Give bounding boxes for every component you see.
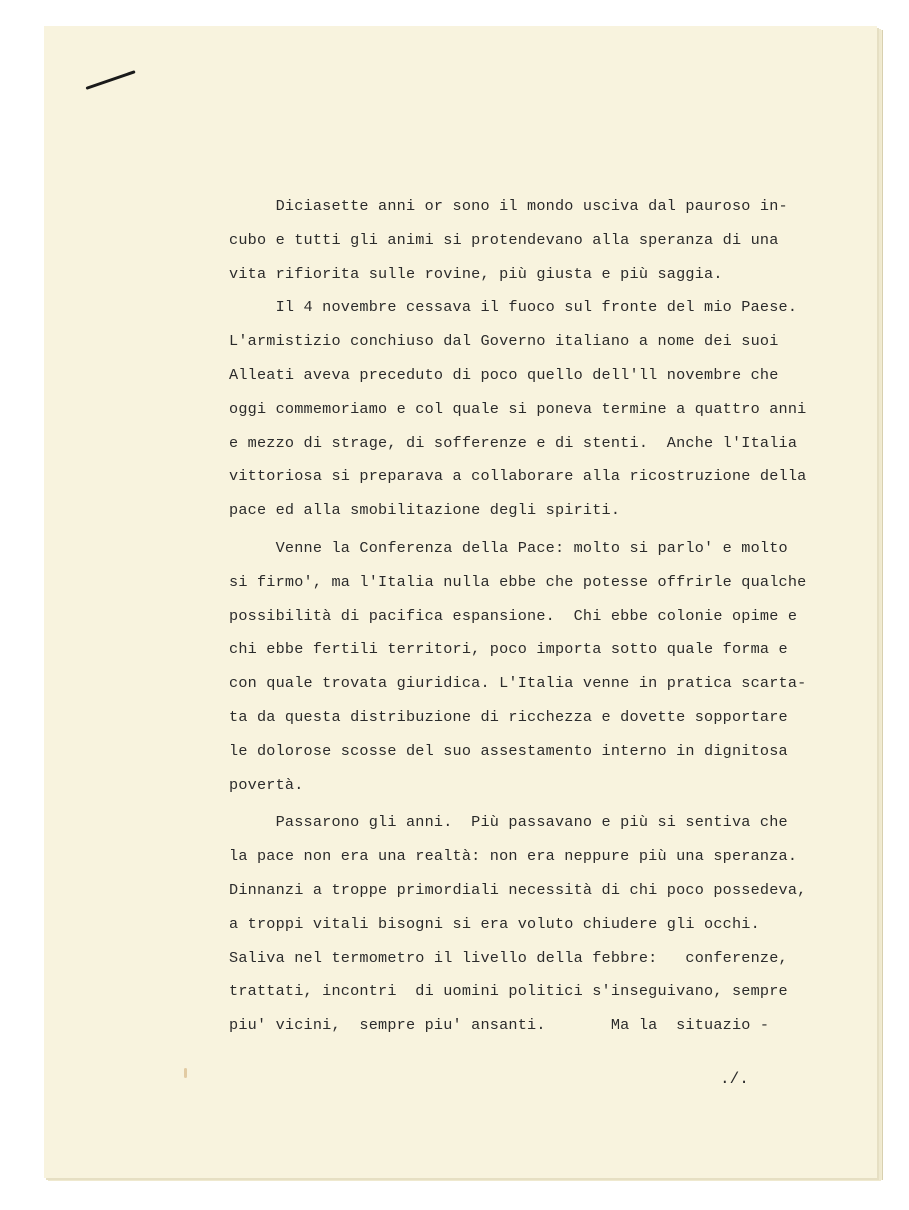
text-line: trattati, incontri di uomini politici s'inseguivano, sempre xyxy=(229,982,788,1001)
text-line: Saliva nel termometro il livello della febbre: conferenze, xyxy=(229,948,788,967)
text-line: Diciasette anni or sono il mondo usciva dal pauroso in- xyxy=(229,197,788,215)
text-line: e mezzo di strage, di sofferenze e di stenti. Anche l'Italia xyxy=(229,433,798,452)
text-line: le dolorose scosse del suo assestamento interno in dignitosa xyxy=(229,741,788,760)
text-line: vittoriosa si preparava a collaborare alla ricostruzione della xyxy=(229,467,807,486)
text-line: povertà. xyxy=(229,775,304,794)
paragraph-4 xyxy=(229,806,869,1043)
text-line: ta da questa distribuzione di ricchezza e dovette sopportare xyxy=(229,707,788,726)
continuation-mark: ./. xyxy=(720,1070,749,1088)
paragraph-1 xyxy=(229,190,869,291)
text-line: vita rifiorita sulle rovine, più giusta e più saggia. xyxy=(229,264,723,283)
text-line: con quale trovata giuridica. L'Italia venne in pratica scarta- xyxy=(229,674,807,693)
text-line: chi ebbe fertili territori, poco importa sotto quale forma e xyxy=(229,640,788,659)
text-line: si firmo', ma l'Italia nulla ebbe che potesse offrirle qualche xyxy=(229,572,807,591)
text-line: Dinnanzi a troppe primordiali necessità di chi poco possedeva, xyxy=(229,880,807,899)
paragraph-3 xyxy=(229,532,869,802)
text-line: Alleati aveva preceduto di poco quello dell'll novembre che xyxy=(229,365,779,384)
text-line: piu' vicini, sempre piu' ansanti. Ma la situazio - xyxy=(229,1016,770,1035)
text-line: Il 4 novembre cessava il fuoco sul fronte del mio Paese. xyxy=(229,298,798,317)
text-line: la pace non era una realtà: non era neppure più una speranza. xyxy=(229,847,798,866)
text-line: oggi commemoriamo e col quale si poneva termine a quattro anni xyxy=(229,399,807,418)
text-line: Passarono gli anni. Più passavano e più si sentiva che xyxy=(229,813,788,832)
text-line: L'armistizio conchiuso dal Governo italiano a nome dei suoi xyxy=(229,332,779,351)
typewritten-text xyxy=(229,190,869,1043)
text-line: cubo e tutti gli animi si protendevano alla speranza di una xyxy=(229,230,779,249)
text-line: pace ed alla smobilitazione degli spiriti. xyxy=(229,501,621,520)
text-line: possibilità di pacifica espansione. Chi ebbe colonie opime e xyxy=(229,606,798,625)
text-line: a troppi vitali bisogni si era voluto chiudere gli occhi. xyxy=(229,914,760,933)
text-line: Venne la Conferenza della Pace: molto si parlo' e molto xyxy=(229,538,788,557)
paper-stain xyxy=(184,1068,187,1078)
paragraph-2 xyxy=(229,291,869,528)
